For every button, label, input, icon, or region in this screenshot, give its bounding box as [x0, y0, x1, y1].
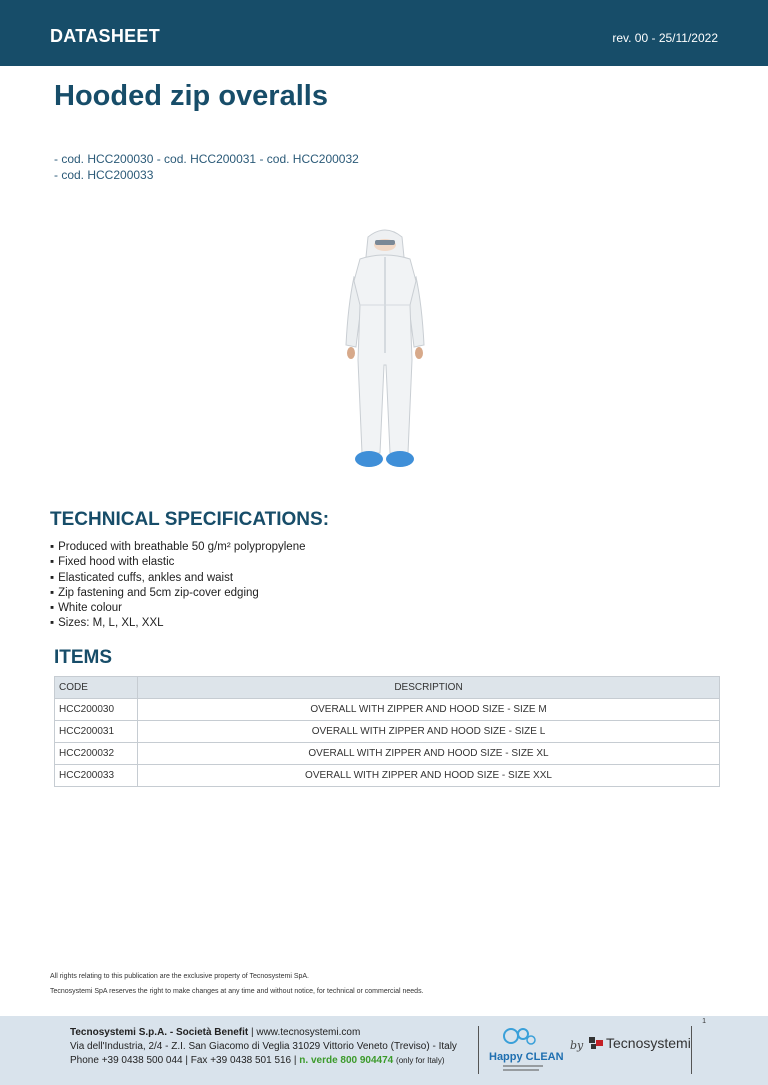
company-name: Tecnosystemi S.p.A. - Società Benefit: [70, 1027, 249, 1038]
hooded-overall-image: [330, 225, 440, 470]
table-row: [55, 743, 720, 765]
spec-item: ▪ Elasticated cuffs, ankles and waist: [50, 571, 305, 586]
toll-free-number: n. verde 800 904474: [299, 1055, 394, 1066]
website-link[interactable]: | www.tecnosystemi.com: [250, 1027, 361, 1038]
item-description: OVERALL WITH ZIPPER AND HOOD SIZE - SIZE M: [138, 699, 720, 721]
company-address: Via dell'Industria, 2/4 - Z.I. San Giacomo di Veglia 31029 Vittorio Veneto (Treviso) - Italy: [70, 1041, 457, 1052]
item-description: OVERALL WITH ZIPPER AND HOOD SIZE - SIZE XL: [138, 743, 720, 765]
item-code: HCC200030: [55, 699, 138, 721]
codes-line: - cod. HCC200030 - cod. HCC200031 - cod. HCC200032: [54, 152, 359, 166]
datasheet-label: DATASHEET: [50, 26, 161, 46]
page-title: Hooded zip overalls: [54, 80, 328, 112]
spec-item: ▪ Zip fastening and 5cm zip-cover edging: [50, 586, 305, 601]
item-description: OVERALL WITH ZIPPER AND HOOD SIZE - SIZE XXL: [138, 765, 720, 787]
bubbles-logo: [487, 1026, 567, 1076]
table-row: [55, 699, 720, 721]
items-table: [54, 676, 720, 787]
phone-fax: Phone +39 0438 500 044 | Fax +39 0438 501 516 |: [70, 1055, 297, 1066]
codes-line: - cod. HCC200033: [54, 168, 154, 182]
page-number: 1: [702, 1018, 706, 1025]
happy-clean-wordmark: Happy CLEAN: [489, 1051, 564, 1063]
table-row: [55, 765, 720, 787]
spec-item: ▪ Fixed hood with elastic: [50, 555, 305, 570]
company-info: [70, 1026, 457, 1068]
items-title: ITEMS: [54, 647, 113, 668]
column-header-description: DESCRIPTION: [138, 677, 720, 699]
product-codes: [54, 151, 359, 183]
item-code: HCC200033: [55, 765, 138, 787]
toll-free-note: (only for Italy): [396, 1056, 445, 1065]
specs-title: TECHNICAL SPECIFICATIONS:: [50, 509, 330, 530]
footer-divider: [478, 1026, 479, 1074]
header-bar: [0, 0, 768, 66]
changes-notice: Tecnosystemi SpA reserves the right to make changes at any time and without notice, for technical or commercial needs.: [50, 988, 424, 995]
spec-item: ▪ White colour: [50, 601, 305, 616]
by-label: by: [570, 1039, 584, 1052]
tecnosystemi-logo: [589, 1035, 691, 1051]
tecnosystemi-mark: [589, 1037, 603, 1049]
specs-list: [50, 540, 305, 632]
footer-bar: [0, 1016, 768, 1085]
footer-divider: [691, 1026, 692, 1074]
table-header-row: [55, 677, 720, 699]
table-row: [55, 721, 720, 743]
column-header-code: CODE: [55, 677, 138, 699]
item-code: HCC200032: [55, 743, 138, 765]
tecnosystemi-wordmark: Tecnosystemi: [606, 1035, 691, 1051]
revision-date: rev. 00 - 25/11/2022: [612, 31, 718, 45]
item-description: OVERALL WITH ZIPPER AND HOOD SIZE - SIZE L: [138, 721, 720, 743]
copyright-notice: All rights relating to this publication are the exclusive property of Tecnosystemi SpA.: [50, 973, 309, 980]
spec-item: ▪ Produced with breathable 50 g/m² polypropylene: [50, 540, 305, 555]
item-code: HCC200031: [55, 721, 138, 743]
spec-item: ▪ Sizes: M, L, XL, XXL: [50, 616, 305, 631]
